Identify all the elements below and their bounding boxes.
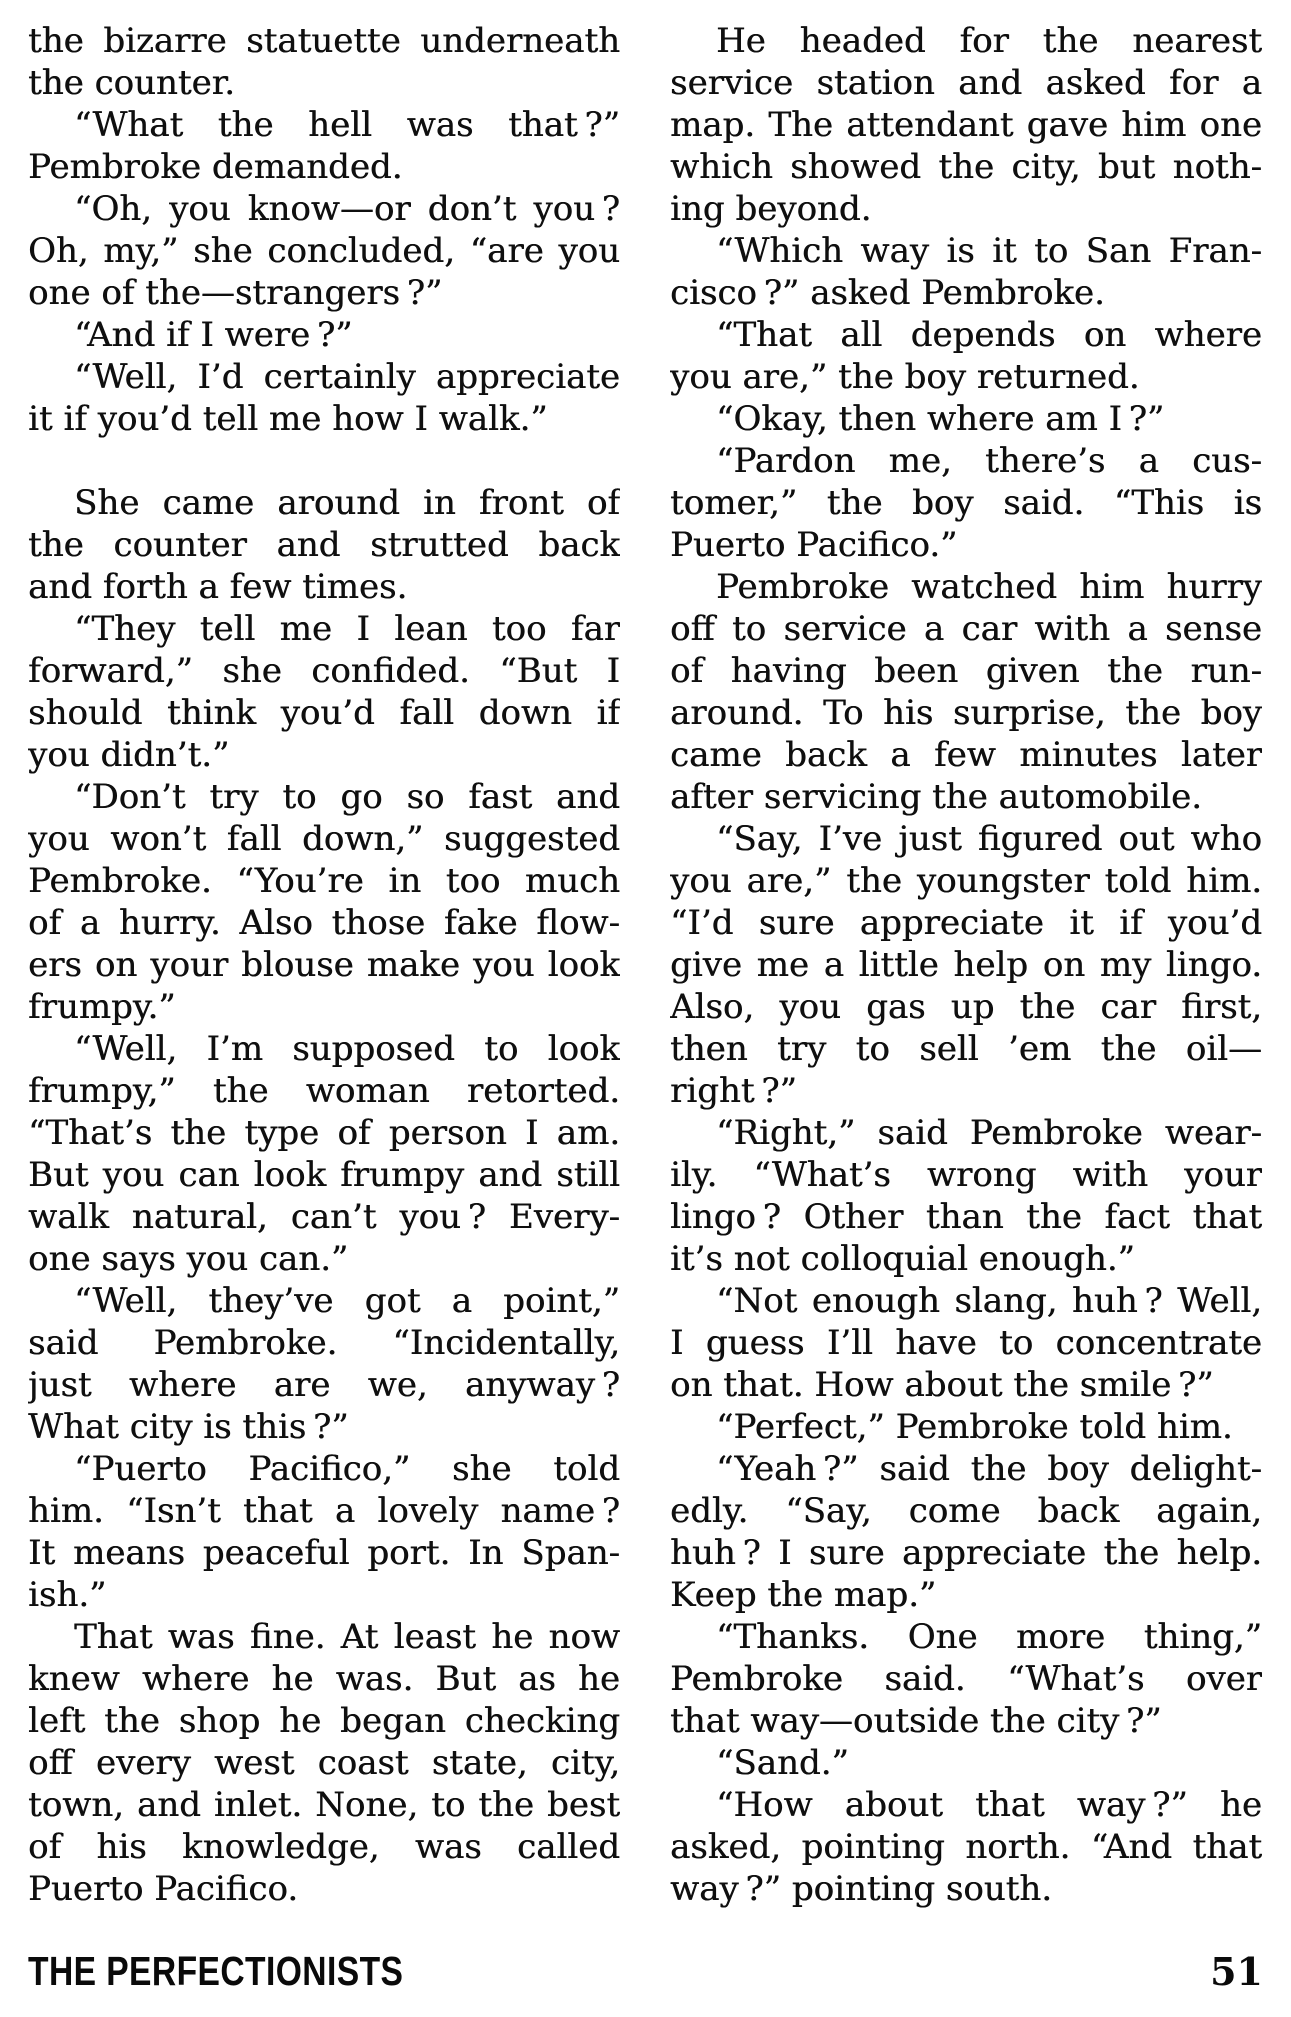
text-line: “Well, I’m supposed to look [74,1029,620,1069]
text-line: give me a little help on my lingo. [670,945,1262,985]
text-line: “Yeah ?” said the boy delight- [716,1449,1262,1489]
text-line: walk natural, can’t you ? Every- [28,1197,620,1237]
paragraph [28,1028,620,1280]
text-line: It means peaceful port. In Span- [28,1533,620,1573]
text-line: off every west coast state, city, [28,1743,620,1783]
paragraph [28,104,620,188]
text-line: right ?” [670,1071,797,1111]
text-line: after servicing the automobile. [670,777,1202,817]
paragraph [670,1448,1262,1616]
paragraph [28,356,620,440]
text-line: one says you can.” [28,1239,349,1279]
text-line: “Okay, then where am I ?” [716,399,1165,439]
text-line: “They tell me I lean too far [74,609,620,649]
paragraph [28,776,620,1028]
paragraph [670,398,1262,440]
running-title: THE PERFECTIONISTS [28,1948,404,1994]
text-line: ing beyond. [670,189,872,229]
text-line: of his knowledge, was called [28,1827,620,1867]
text-line: “And if I were ?” [74,315,353,355]
text-line: service station and asked for a [670,63,1262,103]
paragraph [670,1280,1262,1406]
text-line: the counter and strutted back [28,525,620,565]
page-footer [28,1948,1263,1995]
text-line: ers on your blouse make you look [28,945,620,985]
text-line: map. The attendant gave him one [670,105,1262,145]
text-line: Pembroke. “You’re in too much [28,861,620,901]
text-line: town, and inlet. None, to the best [28,1785,620,1825]
text-line: That was fine. At least he now [74,1617,620,1657]
paragraph [670,1742,1262,1784]
text-line: that way—outside the city ?” [670,1701,1162,1741]
text-line: should think you’d fall down if [28,693,620,733]
text-line: came back a few minutes later [670,735,1262,775]
text-line: lingo ? Other than the fact that [670,1197,1262,1237]
text-line: But you can look frumpy and still [28,1155,620,1195]
paragraph [28,482,620,608]
text-line: you won’t fall down,” suggested [28,819,620,859]
text-line: Puerto Pacifico.” [670,525,958,565]
paragraph [670,230,1262,314]
text-line: “Pardon me, there’s a cus- [716,441,1262,481]
text-line: ish.” [28,1575,107,1615]
text-columns [28,20,1263,1910]
text-line: “Not enough slang, huh ? Well, [716,1281,1262,1321]
text-line: Keep the map.” [670,1575,937,1615]
text-line: frumpy,” the woman retorted. [28,1071,620,1111]
text-line: off to service a car with a sense [670,609,1262,649]
text-line: cisco ?” asked Pembroke. [670,273,1105,313]
text-line: “Sand.” [716,1743,849,1783]
text-line: “Thanks. One more thing,” [716,1617,1262,1657]
text-line: Pembroke watched him hurry [716,567,1262,607]
paragraph [670,818,1262,1112]
text-line: “Well, I’d certainly appreciate [74,357,620,397]
paragraph [28,188,620,314]
text-line: He headed for the nearest [716,21,1262,61]
text-line: the counter. [28,63,235,103]
text-line: “Don’t try to go so fast and [74,777,620,817]
text-line: “I’d sure appreciate it if you’d [670,903,1262,943]
text-line: What city is this ?” [28,1407,349,1447]
text-line: “That all depends on where [716,315,1262,355]
paragraph [670,20,1262,230]
text-line: Pembroke demanded. [28,147,403,187]
text-line: of having been given the run- [670,651,1262,691]
text-line: the bizarre statuette underneath [28,21,620,61]
text-line: She came around in front of [74,483,620,523]
text-line: “Say, I’ve just figured out who [716,819,1262,859]
text-line: I guess I’ll have to concentrate [670,1323,1262,1363]
paragraph [670,1112,1262,1280]
text-line: which showed the city, but noth- [670,147,1262,187]
text-line: edly. “Say, come back again, [670,1491,1262,1531]
text-line: “Puerto Pacifico,” she told [74,1449,620,1489]
text-line: you are,” the boy returned. [670,357,1140,397]
paragraph [670,440,1262,566]
text-line: him. “Isn’t that a lovely name ? [28,1491,620,1531]
text-line: huh ? I sure appreciate the help. [670,1533,1262,1573]
text-line: “Which way is it to San Fran- [716,231,1262,271]
paragraph [28,1616,620,1910]
text-line: asked, pointing north. “And that [670,1827,1262,1867]
paragraph [28,314,620,356]
column-right [670,20,1262,1910]
text-line: you didn’t.” [28,735,230,775]
text-line: just where are we, anyway ? [28,1365,620,1405]
paragraph [670,314,1262,398]
paragraph [670,1784,1262,1910]
paragraph [28,608,620,776]
text-line: around. To his surprise, the boy [670,693,1262,733]
column-left [28,20,620,1910]
paragraph [670,566,1262,818]
text-line: way ?” pointing south. [670,1869,1052,1909]
text-line: forward,” she confided. “But I [28,651,620,691]
text-line: left the shop he began checking [28,1701,620,1741]
text-line: tomer,” the boy said. “This is [670,483,1262,523]
text-line: “Well, they’ve got a point,” [74,1281,620,1321]
text-line: ily. “What’s wrong with your [670,1155,1262,1195]
paragraph [28,1280,620,1448]
text-line: “Perfect,” Pembroke told him. [716,1407,1233,1447]
text-line: you are,” the youngster told him. [670,861,1262,901]
text-line: knew where he was. But as he [28,1659,620,1699]
text-line: one of the—strangers ?” [28,273,443,313]
paragraph [670,1616,1262,1742]
text-line: of a hurry. Also those fake flow- [28,903,620,943]
text-line: Also, you gas up the car first, [670,987,1262,1027]
text-line: frumpy.” [28,987,176,1027]
text-line: “Oh, you know—or don’t you ? [74,189,620,229]
paragraph [28,1448,620,1616]
text-line: Oh, my,” she concluded, “are you [28,231,620,271]
text-line: “How about that way ?” he [716,1785,1262,1825]
text-line: and forth a few times. [28,567,408,607]
text-line: it if you’d tell me how I walk.” [28,399,548,439]
text-line: on that. How about the smile ?” [670,1365,1214,1405]
paragraph [670,1406,1262,1448]
text-line: “What the hell was that ?” [74,105,620,145]
text-line: Puerto Pacifico. [28,1869,299,1909]
text-line: “Right,” said Pembroke wear- [716,1113,1262,1153]
text-line: said Pembroke. “Incidentally, [28,1323,620,1363]
paragraph [28,20,620,104]
text-line: it’s not colloquial enough.” [670,1239,1135,1279]
text-line: then try to sell ’em the oil— [670,1029,1262,1069]
text-line: Pembroke said. “What’s over [670,1659,1262,1699]
page-number: 51 [1210,1949,1263,1994]
text-line: “That’s the type of person I am. [28,1113,620,1153]
